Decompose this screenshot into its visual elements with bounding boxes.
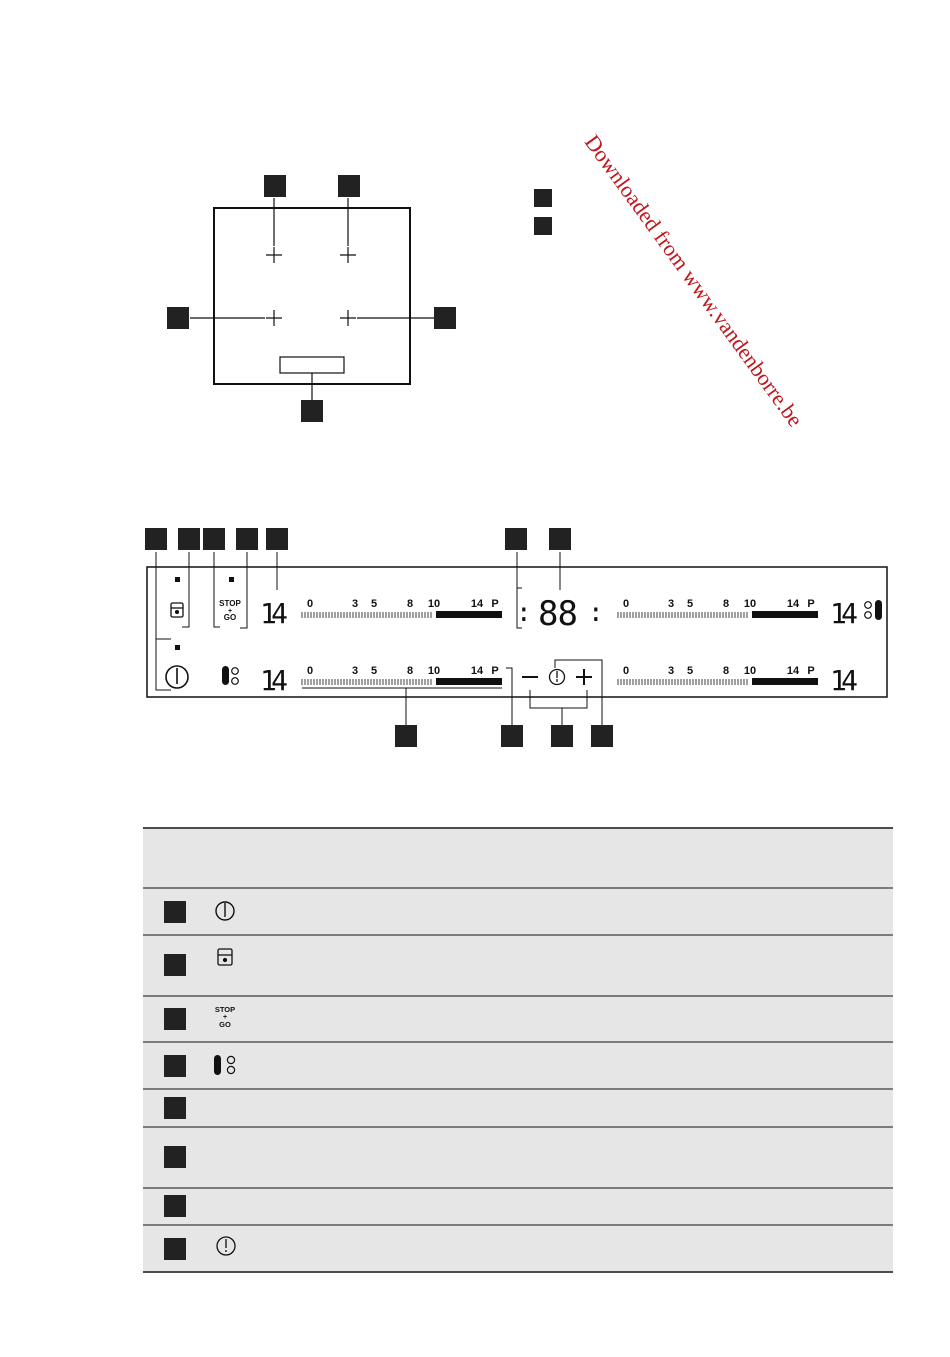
scale-label: P — [491, 665, 499, 677]
table-row — [164, 1146, 186, 1168]
scale-label: 5 — [370, 665, 378, 677]
scale-label: 3 — [667, 598, 675, 610]
scale-label: 14 — [470, 665, 484, 677]
table-row — [164, 1055, 186, 1077]
timer-colon: : — [588, 598, 604, 628]
scale-label: 3 — [351, 598, 359, 610]
table-row — [164, 901, 186, 923]
table-body — [143, 829, 893, 1271]
scale-label: P — [491, 598, 499, 610]
scale-label: 8 — [722, 598, 730, 610]
scale-label: 10 — [743, 598, 757, 610]
scale-label: 14 — [786, 665, 800, 677]
plus-label: + — [227, 608, 233, 615]
scale-label: 5 — [686, 665, 694, 677]
scale-label: 0 — [622, 598, 630, 610]
svg-text:GO: GO — [219, 1020, 231, 1029]
svg-text:+: + — [222, 1014, 228, 1021]
scale-label: 14 — [470, 598, 484, 610]
table-row — [164, 1238, 186, 1260]
stop-label: STOP — [219, 599, 241, 608]
scale-label: 0 — [306, 598, 314, 610]
scale-label: 5 — [370, 598, 378, 610]
scale-label: 5 — [686, 598, 694, 610]
scale-label: P — [807, 598, 815, 610]
scale-label: 10 — [743, 665, 757, 677]
scale-label: 0 — [622, 665, 630, 677]
scale-label: 8 — [406, 665, 414, 677]
table-row — [164, 954, 186, 976]
table-row — [164, 1008, 186, 1030]
scale-label: 10 — [427, 665, 441, 677]
table-row — [164, 1097, 186, 1119]
svg-text:STOP: STOP — [214, 1005, 236, 1014]
scale-label: 14 — [786, 598, 800, 610]
go-label: GO — [223, 613, 237, 622]
scale-label: 8 — [406, 598, 414, 610]
timer-colon: : — [516, 598, 532, 628]
power-level-display: 14 — [260, 664, 288, 697]
power-level-display: 14 — [260, 597, 288, 630]
scale-label: 3 — [351, 665, 359, 677]
power-level-display: 14 — [830, 664, 858, 697]
timer-display: 88 — [538, 594, 578, 634]
watermark-text: Downloaded from www.vandenborre.be — [579, 130, 809, 432]
scale-label: 10 — [427, 598, 441, 610]
power-level-display: 14 — [830, 597, 858, 630]
scale-label: 8 — [722, 665, 730, 677]
scale-label: P — [807, 665, 815, 677]
scale-label: 0 — [306, 665, 314, 677]
table-row — [164, 1195, 186, 1217]
scale-label: 3 — [667, 665, 675, 677]
